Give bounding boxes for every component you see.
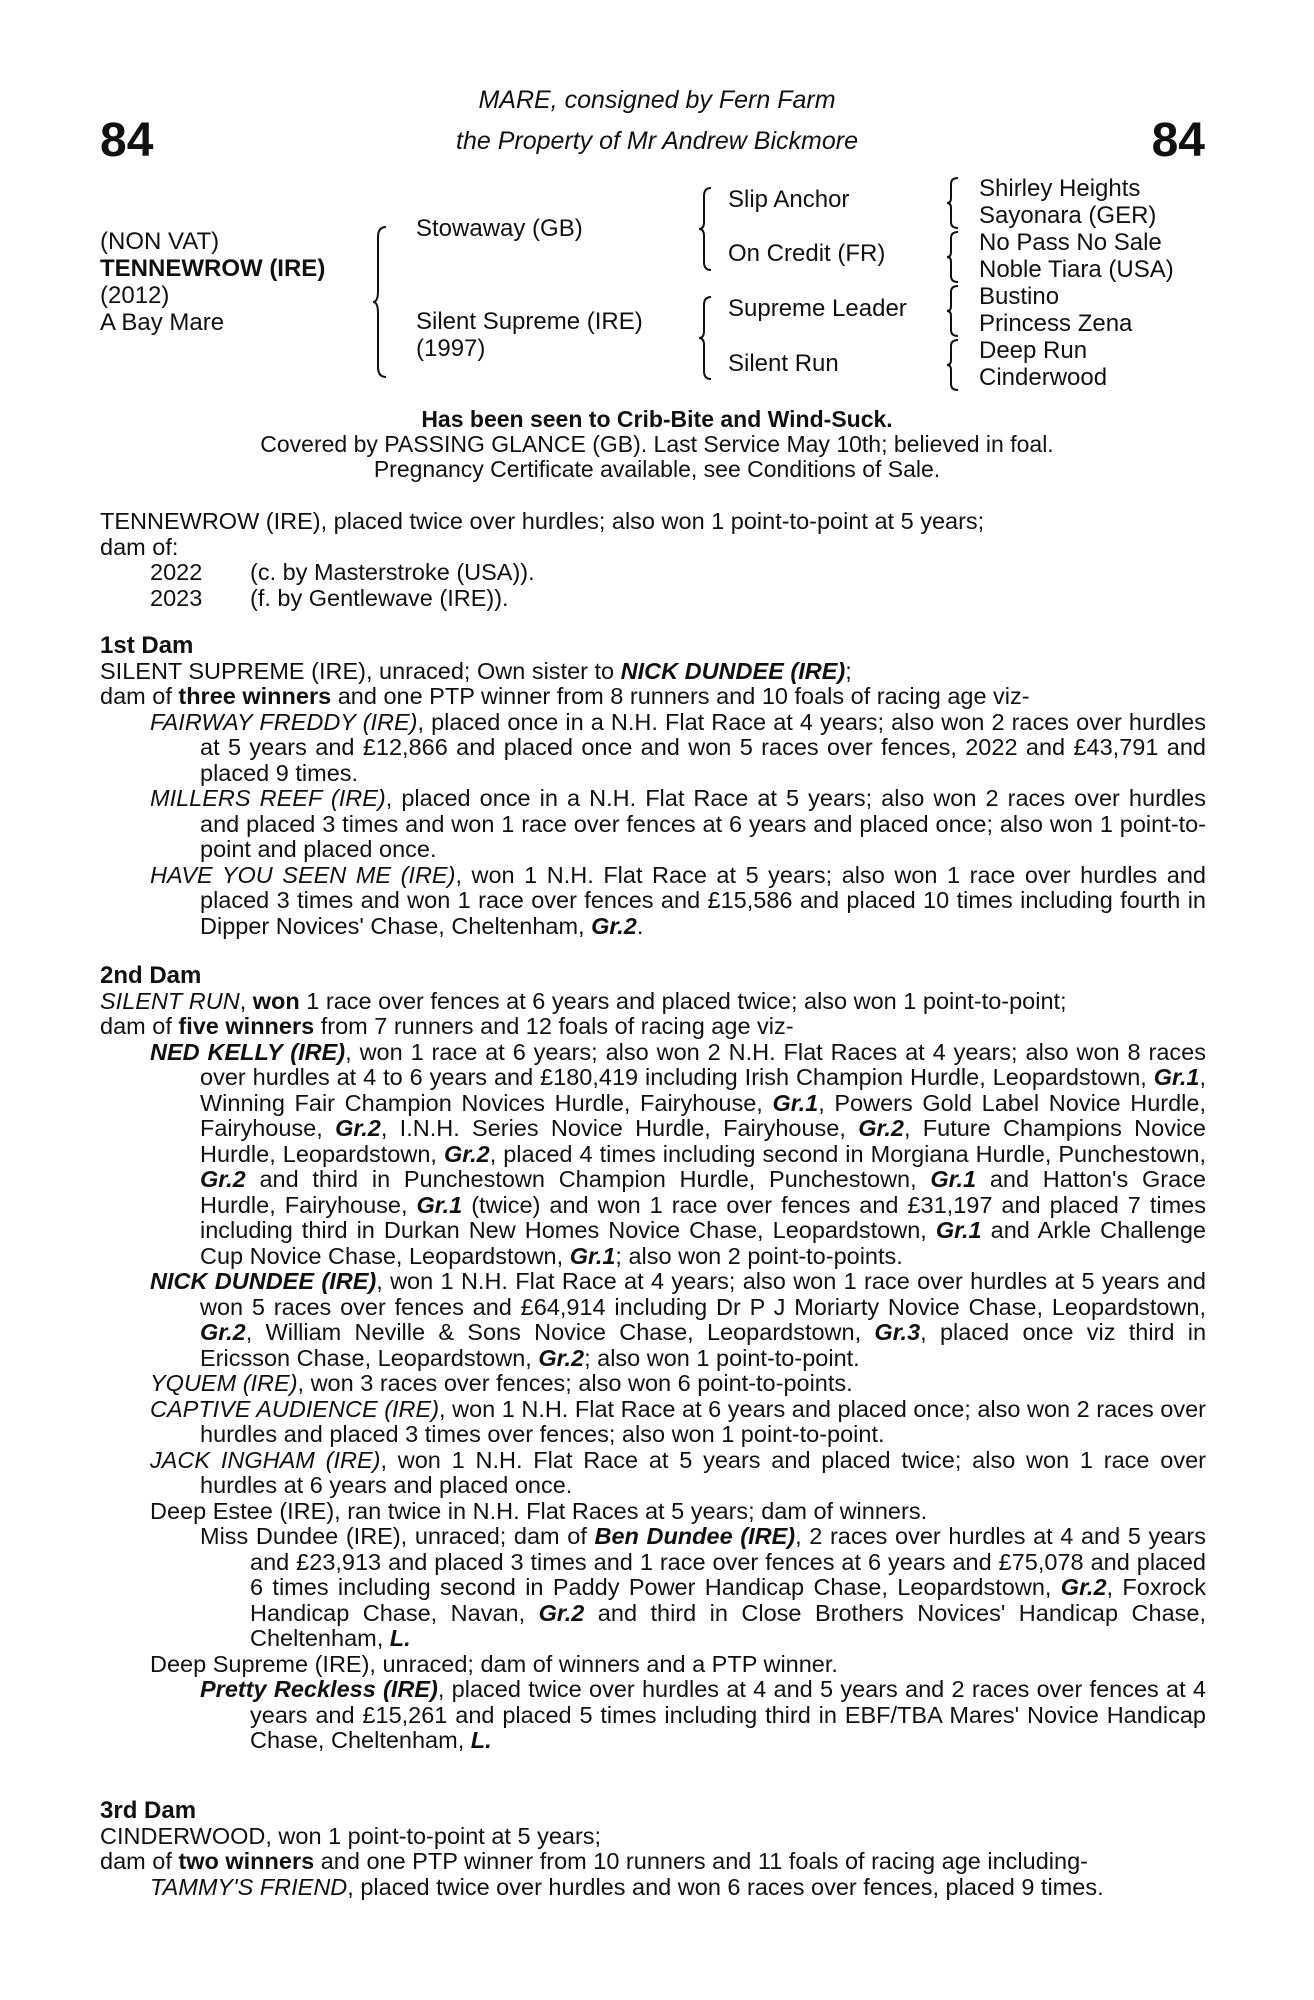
brace-g4 <box>946 338 962 392</box>
horse-description: A Bay Mare <box>100 309 225 336</box>
lot-number-right: 84 <box>1151 114 1205 167</box>
produce-entry: Deep Supreme (IRE), unraced; dam of winners and a PTP winner. <box>150 1650 838 1677</box>
second-dam-heading: 2nd Dam <box>100 962 202 989</box>
first-dam-line: SILENT SUPREME (IRE), unraced; Own sister to NICK DUNDEE (IRE); <box>100 657 852 684</box>
produce-entry: NED KELLY (IRE), won 1 race at 6 years; also won 2 N.H. Flat Races at 4 years; also won 8 races over hurdles at 4 to 6 years and £180,419 including Irish Champion Hurdle, Leopardstown, Gr.1, Winning Fair Champion Novices Hurdle, Fairyhouse, Gr.1, Powers Gold Label Novice Hurdle, Fairyhouse, Gr.2, I.N.H. Series Novice Hurdle, Fairyhouse, Gr.2, Future Champions Novice Hurdle, Leopardstown, Gr.2, placed 4 times including second in Morgiana Hurdle, Punchestown, Gr.2 and third in Punchestown Champion Hurdle, Punchestown, Gr.1 and Hatton's Grace Hurdle, Fairyhouse, Gr.1 (twice) and won 1 race over fences and £31,197 and placed 7 times including third in Durkan New Homes Novice Chase, Leopardstown, Gr.1 and Arkle Challenge Cup Novice Chase, Leopardstown, Gr.1; also won 2 point-to-points. <box>150 1038 1207 1269</box>
grandparent-2: Sayonara (GER) <box>979 202 1157 229</box>
produce-year: 2023 <box>150 584 203 611</box>
grandparent-5: Bustino <box>979 283 1060 310</box>
grandparent-3: No Pass No Sale <box>979 229 1162 256</box>
produce-entry: MILLERS REEF (IRE), placed once in a N.H. Flat Race at 5 years; also won 2 races over hurdles and placed 3 times and won 1 race over fences at 6 years and placed once; also won 1 point-to-point and placed once. <box>150 785 1206 862</box>
horse-summary <box>100 509 1206 611</box>
second-dam-produce-line: dam of five winners from 7 runners and 12 foals of racing age viz- <box>100 1013 794 1039</box>
vice-warning: Has been seen to Crib-Bite and Wind-Suck. <box>421 406 893 432</box>
first-dam-produce-line: dam of three winners and one PTP winner from 8 runners and 10 foals of racing age viz- <box>100 683 1030 709</box>
horse-name: TENNEWROW (IRE) <box>100 255 326 282</box>
brace-dam <box>698 295 716 381</box>
dam-sire: Supreme Leader <box>728 295 907 322</box>
third-dam-line: CINDERWOOD, won 1 point-to-point at 5 years; <box>100 1822 602 1849</box>
pregnancy-note: Pregnancy Certificate available, see Conditions of Sale. <box>373 456 941 482</box>
covered-note: Covered by PASSING GLANCE (GB). Last Service May 10th; believed in foal. <box>260 431 1054 457</box>
third-dam-heading: 3rd Dam <box>100 1797 197 1824</box>
horse-year: (2012) <box>100 282 170 309</box>
grandparent-6: Princess Zena <box>979 310 1133 337</box>
produce-text: (f. by Gentlewave (IRE)). <box>250 584 509 611</box>
brace-g2 <box>946 230 962 284</box>
dam-dam: Silent Run <box>728 350 839 377</box>
brace-main <box>372 225 392 380</box>
summary-line: TENNEWROW (IRE), placed twice over hurdles; also won 1 point-to-point at 5 years; <box>100 508 985 534</box>
produce-entry: TAMMY'S FRIEND, placed twice over hurdles and won 6 races over fences, placed 9 times. <box>150 1873 1104 1900</box>
produce-year: 2022 <box>150 559 203 585</box>
grandparent-7: Deep Run <box>979 337 1088 364</box>
produce-entry: CAPTIVE AUDIENCE (IRE), won 1 N.H. Flat Race at 6 years and placed once; also won 2 races over hurdles and placed 3 times over fences; also won 1 point-to-point. <box>150 1395 1206 1447</box>
sire-sire: Slip Anchor <box>728 186 850 213</box>
grandproduce-entry: Pretty Reckless (IRE), placed twice over hurdles at 4 and 5 years and 2 races over fences at 4 years and £15,261 and placed 5 times including third in EBF/TBA Mares' Novice Handicap Chase, Cheltenham, L. <box>200 1676 1206 1753</box>
sire-dam: On Credit (FR) <box>728 240 886 267</box>
produce-text: (c. by Masterstroke (USA)). <box>250 559 535 585</box>
produce-entry: JACK INGHAM (IRE), won 1 N.H. Flat Race at 5 years and placed twice; also won 1 race over hurdles at 6 years and placed once. <box>150 1446 1206 1498</box>
dam-year: (1997) <box>416 335 486 362</box>
grandproduce-entry: Miss Dundee (IRE), unraced; dam of Ben Dundee (IRE), 2 races over hurdles at 4 and 5 years and £23,913 and placed 3 times and 1 race over fences at 6 years and £75,078 and placed 6 times including second in Paddy Power Handicap Chase, Leopardstown, Gr.2, Foxrock Handicap Chase, Navan, Gr.2 and third in Close Brothers Novices' Handicap Chase, Cheltenham, L. <box>200 1523 1206 1651</box>
vat-status: (NON VAT) <box>100 228 220 255</box>
dam-name: Silent Supreme (IRE) <box>416 308 643 335</box>
produce-entry: FAIRWAY FREDDY (IRE), placed once in a N.H. Flat Race at 4 years; also won 2 races over hurdles at 5 years and £12,866 and placed once and won 5 races over fences, 2022 and £43,791 and placed 9 times. <box>150 708 1206 786</box>
lot-number-left: 84 <box>100 114 154 167</box>
grandparent-8: Cinderwood <box>979 364 1108 391</box>
grandparent-4: Noble Tiara (USA) <box>979 256 1174 283</box>
brace-g3 <box>946 284 962 338</box>
produce-2022 <box>100 560 1206 586</box>
first-dam-section <box>100 633 1206 939</box>
produce-entry: Deep Estee (IRE), ran twice in N.H. Flat Races at 5 years; dam of winners. <box>150 1497 928 1524</box>
consignor-line: MARE, consigned by Fern Farm <box>478 86 836 114</box>
brace-g1 <box>946 176 962 230</box>
property-line: the Property of Mr Andrew Bickmore <box>456 127 858 155</box>
produce-2023 <box>100 586 1206 612</box>
second-dam-line: SILENT RUN, won 1 race over fences at 6 years and placed twice; also won 1 point-to-point; <box>100 987 1067 1014</box>
grandparent-1: Shirley Heights <box>979 175 1141 202</box>
produce-entry: NICK DUNDEE (IRE), won 1 N.H. Flat Race at 4 years; also won 1 race over hurdles at 5 years and won 5 races over fences and £64,914 including Dr P J Moriarty Novice Chase, Leopardstown, Gr.2, William Neville & Sons Novice Chase, Leopardstown, Gr.3, placed once viz third in Ericsson Chase, Leopardstown, Gr.2; also won 1 point-to-point. <box>150 1268 1207 1371</box>
third-dam-section <box>100 1798 1206 1900</box>
third-dam-produce-line: dam of two winners and one PTP winner from 10 runners and 11 foals of racing age including- <box>100 1848 1088 1874</box>
dam-of-line: dam of: <box>100 533 179 560</box>
first-dam-heading: 1st Dam <box>100 632 194 659</box>
produce-entry: HAVE YOU SEEN ME (IRE), won 1 N.H. Flat Race at 5 years; also won 1 race over hurdles and placed 3 times and won 1 race over fences and £15,586 and placed 10 times including fourth in Dipper Novices' Chase, Cheltenham, Gr.2. <box>150 861 1206 939</box>
second-dam-section <box>100 963 1206 1754</box>
sire-name: Stowaway (GB) <box>416 215 583 242</box>
produce-entry: YQUEM (IRE), won 3 races over fences; also won 6 point-to-points. <box>150 1370 853 1396</box>
brace-sire <box>698 186 716 272</box>
